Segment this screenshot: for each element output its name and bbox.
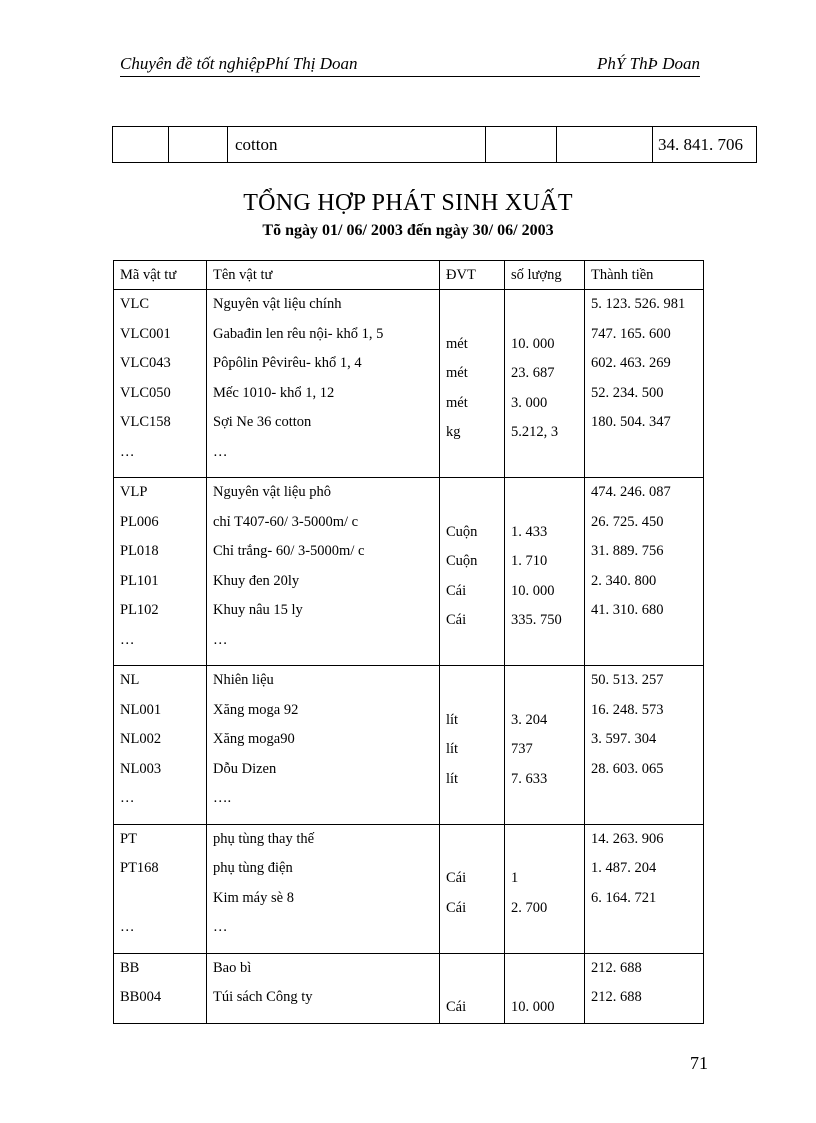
empty-line [446,794,504,824]
name-cell-line: …. [213,790,232,806]
code-cell-line: VLC001 [120,325,171,342]
code-cell-line: VLC050 [120,384,171,401]
qty-cell-line: 5.212, 3 [511,424,559,440]
continued-table-row [112,126,757,163]
code-cell [114,953,207,1023]
code-cell-line: … [120,790,135,806]
qty-cell-line: 2. 700 [511,899,548,916]
unit-cell [440,478,505,666]
unit-cell-line: mét [446,335,468,352]
amount-cell-line: 5. 123. 526. 981 [591,296,686,312]
code-cell-line: BB004 [120,989,162,1005]
amount-cell-line: 474. 246. 087 [591,484,671,500]
table-row [114,290,704,478]
table-row [114,953,704,1023]
page-header [120,52,700,77]
qty-cell-line: 1 [511,870,519,886]
name-cell-line: Nguyên vật liệu phô [213,484,331,500]
empty-line [591,784,703,814]
qty-cell [505,290,585,478]
name-cell-line: Gabađin len rêu nội- khổ 1, 5 [213,325,384,342]
unit-cell-line [446,835,504,865]
amount-cell-line: 14. 263. 906 [591,830,664,847]
amount-cell-line: 3. 597. 304 [591,731,657,747]
empty-line [446,448,504,478]
name-cell-line: Xăng moga90 [213,731,295,747]
qty-cell-line [511,835,584,865]
qty-cell-line: 10. 000 [511,999,555,1015]
amount-cell [585,953,704,1023]
empty-line [446,636,504,666]
unit-cell-line: mét [446,394,468,411]
unit-cell-line [446,676,504,706]
qty-cell-line [511,300,584,330]
unit-cell-line: Cái [446,582,467,599]
name-cell-line: … [213,443,228,460]
name-cell-line: Bao bì [213,959,252,976]
code-cell-line: NL001 [120,701,162,718]
qty-cell-line: 23. 687 [511,365,555,381]
amount-cell-line: 31. 889. 756 [591,543,664,559]
unit-cell [440,953,505,1023]
unit-cell-line: mét [446,365,468,381]
header-name: Tên vật tư [207,261,440,290]
name-cell-line: phụ tùng thay thế [213,830,315,847]
code-cell [114,666,207,825]
name-cell-line: Túi sách Công ty [213,989,313,1005]
qty-cell [505,824,585,953]
name-cell [207,666,440,825]
header-qty: số lượng [505,261,585,290]
unit-cell [440,290,505,478]
amount-cell [585,666,704,825]
name-cell [207,824,440,953]
name-cell [207,290,440,478]
qty-cell-line: 10. 000 [511,335,555,352]
amount-cell-line: 212. 688 [591,959,642,976]
table-row [113,127,757,163]
table-header-row [114,261,704,290]
name-cell-line: Sợi Ne 36 cotton [213,414,312,430]
name-cell-line: Chỉ trắng- 60/ 3-5000m/ c [213,543,365,559]
code-cell [114,824,207,953]
page-number: 71 [690,1053,708,1073]
qty-cell-line [511,964,584,994]
empty-cell [169,127,228,163]
name-cell-line: Kim máy sè 8 [213,889,294,906]
header-amount: Thành tiền [585,261,704,290]
code-cell-line: VLC158 [120,414,171,430]
item-name-cell: cotton [228,127,486,163]
name-cell-line: Nguyên vật liệu chính [213,296,342,312]
amount-cell-line: 50. 513. 257 [591,672,664,688]
qty-cell-line [511,488,584,518]
empty-line [511,448,584,478]
qty-cell [505,666,585,825]
qty-cell-line: 1. 433 [511,523,548,540]
empty-line [446,923,504,953]
code-cell-line: PL006 [120,513,159,530]
code-cell-line: … [120,631,135,648]
name-cell-line: Khuy nâu 15 ly [213,602,303,618]
code-cell-line: BB [120,959,140,976]
amount-cell-line: 2. 340. 800 [591,572,657,589]
unit-cell-line: kg [446,424,461,440]
amount-cell-line: 1. 487. 204 [591,860,657,876]
code-cell-line: VLC043 [120,355,171,371]
code-cell-line [120,884,206,914]
qty-cell-line: 335. 750 [511,612,562,628]
summary-table [113,260,704,1024]
table-row [114,478,704,666]
amount-cell-line: 602. 463. 269 [591,355,671,371]
unit-cell [440,666,505,825]
name-cell-line: … [213,919,228,935]
empty-line [511,794,584,824]
code-cell-line: … [120,443,135,460]
qty-cell [505,478,585,666]
report-title: TỔNG HỢP PHÁT SINH XUẤT [243,190,573,216]
qty-cell [505,953,585,1023]
amount-cell [585,290,704,478]
code-cell-line: VLC [120,296,149,312]
amount-cell-line: 26. 725. 450 [591,513,664,530]
unit-cell-line: Cái [446,870,467,886]
qty-cell-line: 7. 633 [511,770,548,787]
table-row [114,824,704,953]
name-cell-line: Xăng moga 92 [213,701,299,718]
unit-cell-line: Cuộn [446,523,478,540]
amount-cell-line: 212. 688 [591,989,642,1005]
name-cell-line: Khuy đen 20ly [213,572,300,589]
header-right-text: PhÝ ThÞ Doan [597,54,700,73]
table-body [114,290,704,1024]
amount-cell-line: 180. 504. 347 [591,414,671,430]
qty-cell-line: 1. 710 [511,553,548,569]
header-left-text: Chuyên đề tốt nghiệpPhí Thị Doan [120,54,358,73]
empty-line [591,626,703,656]
code-cell-line: NL [120,672,140,688]
name-cell-line: Dỗu Dizen [213,760,277,777]
name-cell-line: chỉ T407-60/ 3-5000m/ c [213,513,359,530]
unit-cell-line: lít [446,711,459,728]
name-cell [207,478,440,666]
report-subtitle: Tõ ngày 01/ 06/ 2003 đến ngày 30/ 06/ 2003 [262,222,554,239]
unit-cell-line [446,488,504,518]
qty-cell-line: 737 [511,741,533,757]
name-cell-line: phụ tùng điện [213,860,293,876]
amount-cell: 34. 841. 706 [653,127,757,163]
code-cell [114,478,207,666]
empty-cell [486,127,557,163]
code-cell [114,290,207,478]
amount-cell-line: 28. 603. 065 [591,760,664,777]
name-cell-line: Pôpôlin Pêvirêu- khổ 1, 4 [213,355,362,371]
empty-line [591,913,703,943]
amount-cell [585,824,704,953]
empty-cell [113,127,169,163]
empty-line [511,923,584,953]
header-code: Mã vật tư [114,261,207,290]
qty-cell-line: 10. 000 [511,582,555,599]
code-cell-line: PL101 [120,572,159,589]
unit-cell-line: lít [446,770,459,787]
unit-cell-line: lít [446,741,459,757]
unit-cell-line [446,300,504,330]
header-unit: ĐVT [440,261,505,290]
code-cell-line: PT168 [120,860,159,876]
qty-cell-line: 3. 204 [511,711,548,728]
table-row [114,666,704,825]
code-cell-line: VLP [120,484,148,500]
unit-cell-line: Cái [446,899,467,916]
code-cell-line: NL002 [120,731,162,747]
code-cell-line: … [120,919,135,935]
qty-cell-line [511,676,584,706]
empty-cell [557,127,653,163]
empty-line [511,636,584,666]
unit-cell [440,824,505,953]
amount-cell-line: 52. 234. 500 [591,384,664,401]
code-cell-line: NL003 [120,760,162,777]
name-cell-line: Mếc 1010- khổ 1, 12 [213,384,335,401]
unit-cell-line: Cuộn [446,553,478,569]
code-cell-line: PT [120,830,137,847]
amount-cell-line: 6. 164. 721 [591,889,657,906]
code-cell-line: PL102 [120,602,159,618]
name-cell [207,953,440,1023]
qty-cell-line: 3. 000 [511,394,548,411]
unit-cell-line: Cái [446,612,467,628]
unit-cell-line [446,964,504,994]
empty-line [591,438,703,468]
unit-cell-line: Cái [446,999,467,1015]
amount-cell-line: 747. 165. 600 [591,325,671,342]
name-cell-line: … [213,631,228,648]
amount-cell-line: 41. 310. 680 [591,602,664,618]
name-cell-line: Nhiên liệu [213,672,274,688]
code-cell-line: PL018 [120,543,159,559]
amount-cell [585,478,704,666]
amount-cell-line: 16. 248. 573 [591,701,664,718]
